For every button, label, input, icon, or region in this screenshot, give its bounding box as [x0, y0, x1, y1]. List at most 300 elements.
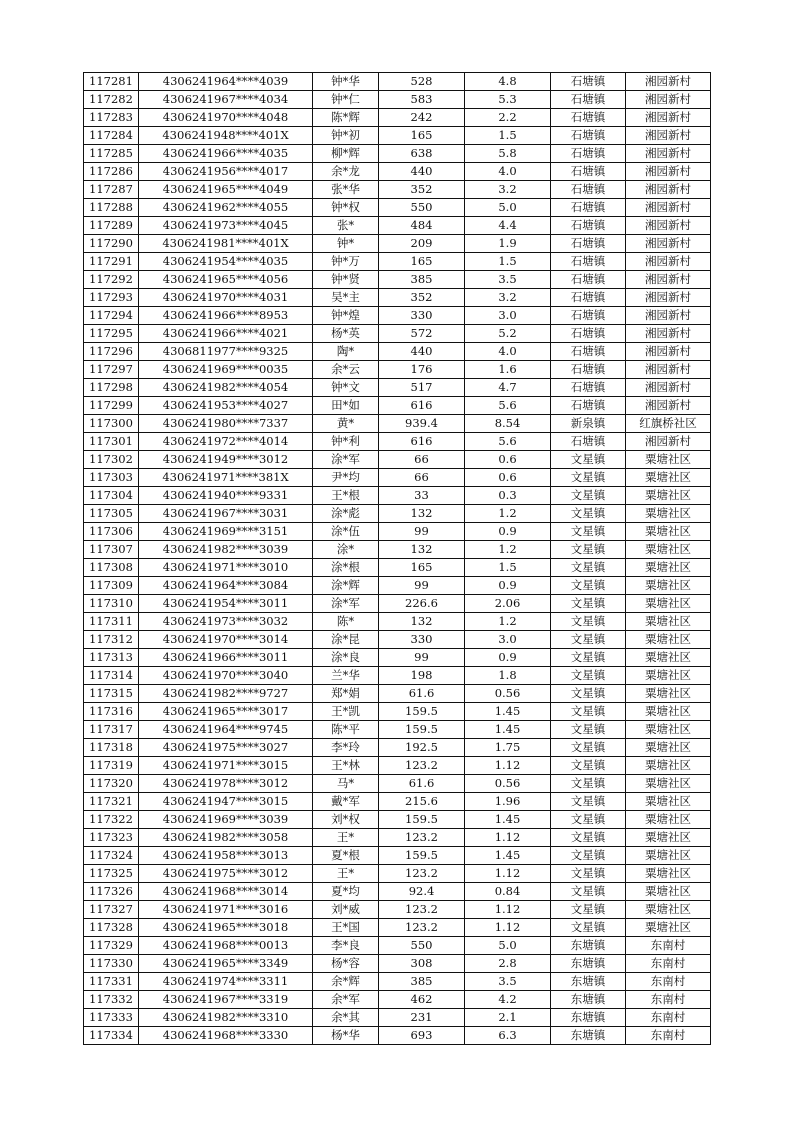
- quantity-cell: 0.3: [465, 487, 551, 505]
- amount-cell: 231: [379, 1009, 465, 1027]
- record-number-cell: 117291: [84, 253, 139, 271]
- quantity-cell: 2.1: [465, 1009, 551, 1027]
- quantity-cell: 5.6: [465, 397, 551, 415]
- id-number-cell: 4306241965****3017: [139, 703, 313, 721]
- table-row: [84, 379, 711, 397]
- person-name-cell: 涂*: [313, 541, 379, 559]
- person-name-cell: 余*辉: [313, 973, 379, 991]
- record-number-cell: 117322: [84, 811, 139, 829]
- table-row: [84, 109, 711, 127]
- amount-cell: 192.5: [379, 739, 465, 757]
- record-number-cell: 117329: [84, 937, 139, 955]
- record-number-cell: 117286: [84, 163, 139, 181]
- table-row: [84, 919, 711, 937]
- record-number-cell: 117328: [84, 919, 139, 937]
- id-number-cell: 4306241964****4039: [139, 73, 313, 91]
- quantity-cell: 5.6: [465, 433, 551, 451]
- person-name-cell: 涂*军: [313, 595, 379, 613]
- person-name-cell: 王*: [313, 865, 379, 883]
- id-number-cell: 4306241982****9727: [139, 685, 313, 703]
- records-table: [83, 72, 711, 1045]
- village-cell: 湘园新村: [626, 397, 711, 415]
- village-cell: 粟塘社区: [626, 523, 711, 541]
- person-name-cell: 涂*伍: [313, 523, 379, 541]
- quantity-cell: 0.56: [465, 685, 551, 703]
- record-number-cell: 117316: [84, 703, 139, 721]
- table-row: [84, 937, 711, 955]
- town-cell: 文星镇: [551, 793, 626, 811]
- table-row: [84, 973, 711, 991]
- amount-cell: 462: [379, 991, 465, 1009]
- record-number-cell: 117305: [84, 505, 139, 523]
- town-cell: 文星镇: [551, 919, 626, 937]
- amount-cell: 198: [379, 667, 465, 685]
- amount-cell: 123.2: [379, 829, 465, 847]
- record-number-cell: 117299: [84, 397, 139, 415]
- record-number-cell: 117294: [84, 307, 139, 325]
- person-name-cell: 张*华: [313, 181, 379, 199]
- quantity-cell: 5.2: [465, 325, 551, 343]
- quantity-cell: 3.0: [465, 307, 551, 325]
- person-name-cell: 钟*仁: [313, 91, 379, 109]
- village-cell: 东南村: [626, 1027, 711, 1045]
- person-name-cell: 涂*根: [313, 559, 379, 577]
- village-cell: 湘园新村: [626, 361, 711, 379]
- record-number-cell: 117303: [84, 469, 139, 487]
- quantity-cell: 1.12: [465, 901, 551, 919]
- id-number-cell: 4306241966****8953: [139, 307, 313, 325]
- village-cell: 湘园新村: [626, 307, 711, 325]
- quantity-cell: 3.5: [465, 271, 551, 289]
- id-number-cell: 4306241966****4035: [139, 145, 313, 163]
- amount-cell: 550: [379, 937, 465, 955]
- record-number-cell: 117287: [84, 181, 139, 199]
- town-cell: 石塘镇: [551, 433, 626, 451]
- quantity-cell: 3.5: [465, 973, 551, 991]
- record-number-cell: 117324: [84, 847, 139, 865]
- quantity-cell: 4.7: [465, 379, 551, 397]
- amount-cell: 132: [379, 613, 465, 631]
- amount-cell: 939.4: [379, 415, 465, 433]
- amount-cell: 583: [379, 91, 465, 109]
- town-cell: 文星镇: [551, 901, 626, 919]
- id-number-cell: 4306241973****4045: [139, 217, 313, 235]
- town-cell: 东塘镇: [551, 1009, 626, 1027]
- quantity-cell: 4.8: [465, 73, 551, 91]
- record-number-cell: 117281: [84, 73, 139, 91]
- amount-cell: 159.5: [379, 847, 465, 865]
- amount-cell: 528: [379, 73, 465, 91]
- village-cell: 湘园新村: [626, 181, 711, 199]
- record-number-cell: 117315: [84, 685, 139, 703]
- person-name-cell: 尹*均: [313, 469, 379, 487]
- quantity-cell: 4.2: [465, 991, 551, 1009]
- amount-cell: 33: [379, 487, 465, 505]
- id-number-cell: 4306241967****4034: [139, 91, 313, 109]
- quantity-cell: 3.0: [465, 631, 551, 649]
- amount-cell: 440: [379, 163, 465, 181]
- village-cell: 湘园新村: [626, 127, 711, 145]
- town-cell: 文星镇: [551, 847, 626, 865]
- person-name-cell: 钟*利: [313, 433, 379, 451]
- record-number-cell: 117288: [84, 199, 139, 217]
- village-cell: 东南村: [626, 937, 711, 955]
- amount-cell: 385: [379, 973, 465, 991]
- quantity-cell: 1.9: [465, 235, 551, 253]
- id-number-cell: 4306241971****381X: [139, 469, 313, 487]
- amount-cell: 226.6: [379, 595, 465, 613]
- town-cell: 石塘镇: [551, 73, 626, 91]
- table-row: [84, 415, 711, 433]
- record-number-cell: 117311: [84, 613, 139, 631]
- record-number-cell: 117292: [84, 271, 139, 289]
- id-number-cell: 4306241970****4048: [139, 109, 313, 127]
- person-name-cell: 余*其: [313, 1009, 379, 1027]
- village-cell: 东南村: [626, 1009, 711, 1027]
- quantity-cell: 8.54: [465, 415, 551, 433]
- id-number-cell: 4306241968****3014: [139, 883, 313, 901]
- village-cell: 湘园新村: [626, 73, 711, 91]
- id-number-cell: 4306241968****3330: [139, 1027, 313, 1045]
- village-cell: 湘园新村: [626, 109, 711, 127]
- town-cell: 石塘镇: [551, 307, 626, 325]
- quantity-cell: 1.45: [465, 847, 551, 865]
- id-number-cell: 4306241982****3310: [139, 1009, 313, 1027]
- town-cell: 文星镇: [551, 829, 626, 847]
- village-cell: 东南村: [626, 955, 711, 973]
- quantity-cell: 5.0: [465, 199, 551, 217]
- village-cell: 粟塘社区: [626, 631, 711, 649]
- quantity-cell: 2.2: [465, 109, 551, 127]
- quantity-cell: 5.3: [465, 91, 551, 109]
- town-cell: 石塘镇: [551, 379, 626, 397]
- village-cell: 粟塘社区: [626, 793, 711, 811]
- id-number-cell: 4306241968****0013: [139, 937, 313, 955]
- records-table-body: [84, 73, 711, 1045]
- id-number-cell: 4306241954****4035: [139, 253, 313, 271]
- table-row: [84, 703, 711, 721]
- table-row: [84, 505, 711, 523]
- table-row: [84, 487, 711, 505]
- amount-cell: 572: [379, 325, 465, 343]
- amount-cell: 123.2: [379, 757, 465, 775]
- village-cell: 粟塘社区: [626, 829, 711, 847]
- quantity-cell: 0.56: [465, 775, 551, 793]
- table-row: [84, 883, 711, 901]
- person-name-cell: 杨*英: [313, 325, 379, 343]
- town-cell: 石塘镇: [551, 199, 626, 217]
- amount-cell: 638: [379, 145, 465, 163]
- town-cell: 文星镇: [551, 577, 626, 595]
- record-number-cell: 117334: [84, 1027, 139, 1045]
- amount-cell: 99: [379, 649, 465, 667]
- quantity-cell: 1.45: [465, 703, 551, 721]
- quantity-cell: 4.4: [465, 217, 551, 235]
- id-number-cell: 4306241972****4014: [139, 433, 313, 451]
- town-cell: 石塘镇: [551, 271, 626, 289]
- village-cell: 粟塘社区: [626, 595, 711, 613]
- town-cell: 文星镇: [551, 541, 626, 559]
- village-cell: 湘园新村: [626, 379, 711, 397]
- record-number-cell: 117284: [84, 127, 139, 145]
- id-number-cell: 4306241970****4031: [139, 289, 313, 307]
- person-name-cell: 陈*: [313, 613, 379, 631]
- amount-cell: 550: [379, 199, 465, 217]
- table-row: [84, 163, 711, 181]
- table-row: [84, 793, 711, 811]
- id-number-cell: 4306811977****9325: [139, 343, 313, 361]
- person-name-cell: 李*玲: [313, 739, 379, 757]
- town-cell: 石塘镇: [551, 91, 626, 109]
- amount-cell: 66: [379, 451, 465, 469]
- quantity-cell: 1.12: [465, 829, 551, 847]
- record-number-cell: 117331: [84, 973, 139, 991]
- village-cell: 湘园新村: [626, 199, 711, 217]
- id-number-cell: 4306241958****3013: [139, 847, 313, 865]
- table-row: [84, 649, 711, 667]
- id-number-cell: 4306241965****4056: [139, 271, 313, 289]
- person-name-cell: 钟*万: [313, 253, 379, 271]
- village-cell: 粟塘社区: [626, 847, 711, 865]
- town-cell: 石塘镇: [551, 253, 626, 271]
- town-cell: 石塘镇: [551, 343, 626, 361]
- record-number-cell: 117308: [84, 559, 139, 577]
- table-row: [84, 775, 711, 793]
- id-number-cell: 4306241964****3084: [139, 577, 313, 595]
- quantity-cell: 6.3: [465, 1027, 551, 1045]
- record-number-cell: 117314: [84, 667, 139, 685]
- id-number-cell: 4306241947****3015: [139, 793, 313, 811]
- village-cell: 湘园新村: [626, 91, 711, 109]
- record-number-cell: 117300: [84, 415, 139, 433]
- id-number-cell: 4306241970****3014: [139, 631, 313, 649]
- quantity-cell: 1.75: [465, 739, 551, 757]
- village-cell: 湘园新村: [626, 433, 711, 451]
- town-cell: 文星镇: [551, 559, 626, 577]
- town-cell: 新泉镇: [551, 415, 626, 433]
- record-number-cell: 117326: [84, 883, 139, 901]
- village-cell: 粟塘社区: [626, 577, 711, 595]
- person-name-cell: 钟*煌: [313, 307, 379, 325]
- id-number-cell: 4306241967****3319: [139, 991, 313, 1009]
- quantity-cell: 3.2: [465, 289, 551, 307]
- person-name-cell: 钟*初: [313, 127, 379, 145]
- quantity-cell: 1.45: [465, 721, 551, 739]
- record-number-cell: 117293: [84, 289, 139, 307]
- town-cell: 石塘镇: [551, 163, 626, 181]
- record-number-cell: 117321: [84, 793, 139, 811]
- quantity-cell: 1.6: [465, 361, 551, 379]
- village-cell: 粟塘社区: [626, 559, 711, 577]
- id-number-cell: 4306241971****3016: [139, 901, 313, 919]
- village-cell: 湘园新村: [626, 163, 711, 181]
- town-cell: 东塘镇: [551, 955, 626, 973]
- person-name-cell: 钟*贤: [313, 271, 379, 289]
- id-number-cell: 4306241965****3349: [139, 955, 313, 973]
- record-number-cell: 117297: [84, 361, 139, 379]
- town-cell: 石塘镇: [551, 181, 626, 199]
- town-cell: 文星镇: [551, 451, 626, 469]
- village-cell: 粟塘社区: [626, 505, 711, 523]
- town-cell: 文星镇: [551, 649, 626, 667]
- table-row: [84, 235, 711, 253]
- table-row: [84, 577, 711, 595]
- person-name-cell: 柳*辉: [313, 145, 379, 163]
- amount-cell: 330: [379, 307, 465, 325]
- town-cell: 东塘镇: [551, 1027, 626, 1045]
- quantity-cell: 0.84: [465, 883, 551, 901]
- village-cell: 粟塘社区: [626, 919, 711, 937]
- id-number-cell: 4306241966****3011: [139, 649, 313, 667]
- quantity-cell: 0.9: [465, 523, 551, 541]
- record-number-cell: 117320: [84, 775, 139, 793]
- amount-cell: 176: [379, 361, 465, 379]
- person-name-cell: 刘*权: [313, 811, 379, 829]
- town-cell: 文星镇: [551, 487, 626, 505]
- town-cell: 文星镇: [551, 703, 626, 721]
- village-cell: 粟塘社区: [626, 775, 711, 793]
- quantity-cell: 1.5: [465, 253, 551, 271]
- record-number-cell: 117285: [84, 145, 139, 163]
- person-name-cell: 马*: [313, 775, 379, 793]
- person-name-cell: 涂*彪: [313, 505, 379, 523]
- town-cell: 文星镇: [551, 685, 626, 703]
- village-cell: 粟塘社区: [626, 613, 711, 631]
- village-cell: 粟塘社区: [626, 703, 711, 721]
- village-cell: 粟塘社区: [626, 649, 711, 667]
- town-cell: 东塘镇: [551, 991, 626, 1009]
- table-row: [84, 613, 711, 631]
- village-cell: 粟塘社区: [626, 469, 711, 487]
- amount-cell: 517: [379, 379, 465, 397]
- person-name-cell: 涂*辉: [313, 577, 379, 595]
- person-name-cell: 王*: [313, 829, 379, 847]
- village-cell: 粟塘社区: [626, 667, 711, 685]
- town-cell: 东塘镇: [551, 937, 626, 955]
- table-row: [84, 901, 711, 919]
- person-name-cell: 钟*权: [313, 199, 379, 217]
- amount-cell: 61.6: [379, 775, 465, 793]
- person-name-cell: 吴*主: [313, 289, 379, 307]
- id-number-cell: 4306241967****3031: [139, 505, 313, 523]
- record-number-cell: 117301: [84, 433, 139, 451]
- quantity-cell: 0.9: [465, 649, 551, 667]
- person-name-cell: 田*如: [313, 397, 379, 415]
- town-cell: 石塘镇: [551, 145, 626, 163]
- quantity-cell: 3.2: [465, 181, 551, 199]
- table-row: [84, 991, 711, 1009]
- person-name-cell: 张*: [313, 217, 379, 235]
- record-number-cell: 117295: [84, 325, 139, 343]
- record-number-cell: 117310: [84, 595, 139, 613]
- id-number-cell: 4306241975****3012: [139, 865, 313, 883]
- person-name-cell: 夏*均: [313, 883, 379, 901]
- table-row: [84, 127, 711, 145]
- id-number-cell: 4306241949****3012: [139, 451, 313, 469]
- record-number-cell: 117319: [84, 757, 139, 775]
- table-row: [84, 325, 711, 343]
- town-cell: 文星镇: [551, 631, 626, 649]
- quantity-cell: 4.0: [465, 343, 551, 361]
- village-cell: 湘园新村: [626, 253, 711, 271]
- id-number-cell: 4306241956****4017: [139, 163, 313, 181]
- table-row: [84, 739, 711, 757]
- amount-cell: 330: [379, 631, 465, 649]
- person-name-cell: 杨*容: [313, 955, 379, 973]
- table-row: [84, 271, 711, 289]
- id-number-cell: 4306241962****4055: [139, 199, 313, 217]
- amount-cell: 66: [379, 469, 465, 487]
- amount-cell: 132: [379, 541, 465, 559]
- person-name-cell: 余*云: [313, 361, 379, 379]
- person-name-cell: 陈*平: [313, 721, 379, 739]
- town-cell: 文星镇: [551, 811, 626, 829]
- person-name-cell: 王*凯: [313, 703, 379, 721]
- id-number-cell: 4306241974****3311: [139, 973, 313, 991]
- person-name-cell: 陈*辉: [313, 109, 379, 127]
- record-number-cell: 117306: [84, 523, 139, 541]
- quantity-cell: 1.8: [465, 667, 551, 685]
- table-row: [84, 523, 711, 541]
- town-cell: 石塘镇: [551, 397, 626, 415]
- village-cell: 东南村: [626, 973, 711, 991]
- person-name-cell: 涂*军: [313, 451, 379, 469]
- quantity-cell: 1.2: [465, 613, 551, 631]
- record-number-cell: 117282: [84, 91, 139, 109]
- amount-cell: 165: [379, 559, 465, 577]
- person-name-cell: 钟*: [313, 235, 379, 253]
- id-number-cell: 4306241971****3010: [139, 559, 313, 577]
- table-row: [84, 433, 711, 451]
- town-cell: 文星镇: [551, 469, 626, 487]
- id-number-cell: 4306241981****401X: [139, 235, 313, 253]
- village-cell: 粟塘社区: [626, 721, 711, 739]
- record-number-cell: 117304: [84, 487, 139, 505]
- record-number-cell: 117290: [84, 235, 139, 253]
- table-row: [84, 199, 711, 217]
- quantity-cell: 0.6: [465, 451, 551, 469]
- quantity-cell: 1.12: [465, 865, 551, 883]
- amount-cell: 159.5: [379, 703, 465, 721]
- village-cell: 湘园新村: [626, 145, 711, 163]
- town-cell: 文星镇: [551, 721, 626, 739]
- quantity-cell: 1.2: [465, 505, 551, 523]
- village-cell: 东南村: [626, 991, 711, 1009]
- amount-cell: 209: [379, 235, 465, 253]
- id-number-cell: 4306241966****4021: [139, 325, 313, 343]
- quantity-cell: 1.5: [465, 559, 551, 577]
- table-row: [84, 847, 711, 865]
- id-number-cell: 4306241940****9331: [139, 487, 313, 505]
- table-row: [84, 289, 711, 307]
- id-number-cell: 4306241965****3018: [139, 919, 313, 937]
- person-name-cell: 钟*文: [313, 379, 379, 397]
- village-cell: 湘园新村: [626, 325, 711, 343]
- person-name-cell: 王*林: [313, 757, 379, 775]
- table-row: [84, 721, 711, 739]
- quantity-cell: 2.8: [465, 955, 551, 973]
- amount-cell: 123.2: [379, 919, 465, 937]
- id-number-cell: 4306241973****3032: [139, 613, 313, 631]
- village-cell: 粟塘社区: [626, 757, 711, 775]
- person-name-cell: 黄*: [313, 415, 379, 433]
- table-row: [84, 595, 711, 613]
- town-cell: 文星镇: [551, 739, 626, 757]
- town-cell: 文星镇: [551, 613, 626, 631]
- id-number-cell: 4306241980****7337: [139, 415, 313, 433]
- quantity-cell: 4.0: [465, 163, 551, 181]
- record-number-cell: 117312: [84, 631, 139, 649]
